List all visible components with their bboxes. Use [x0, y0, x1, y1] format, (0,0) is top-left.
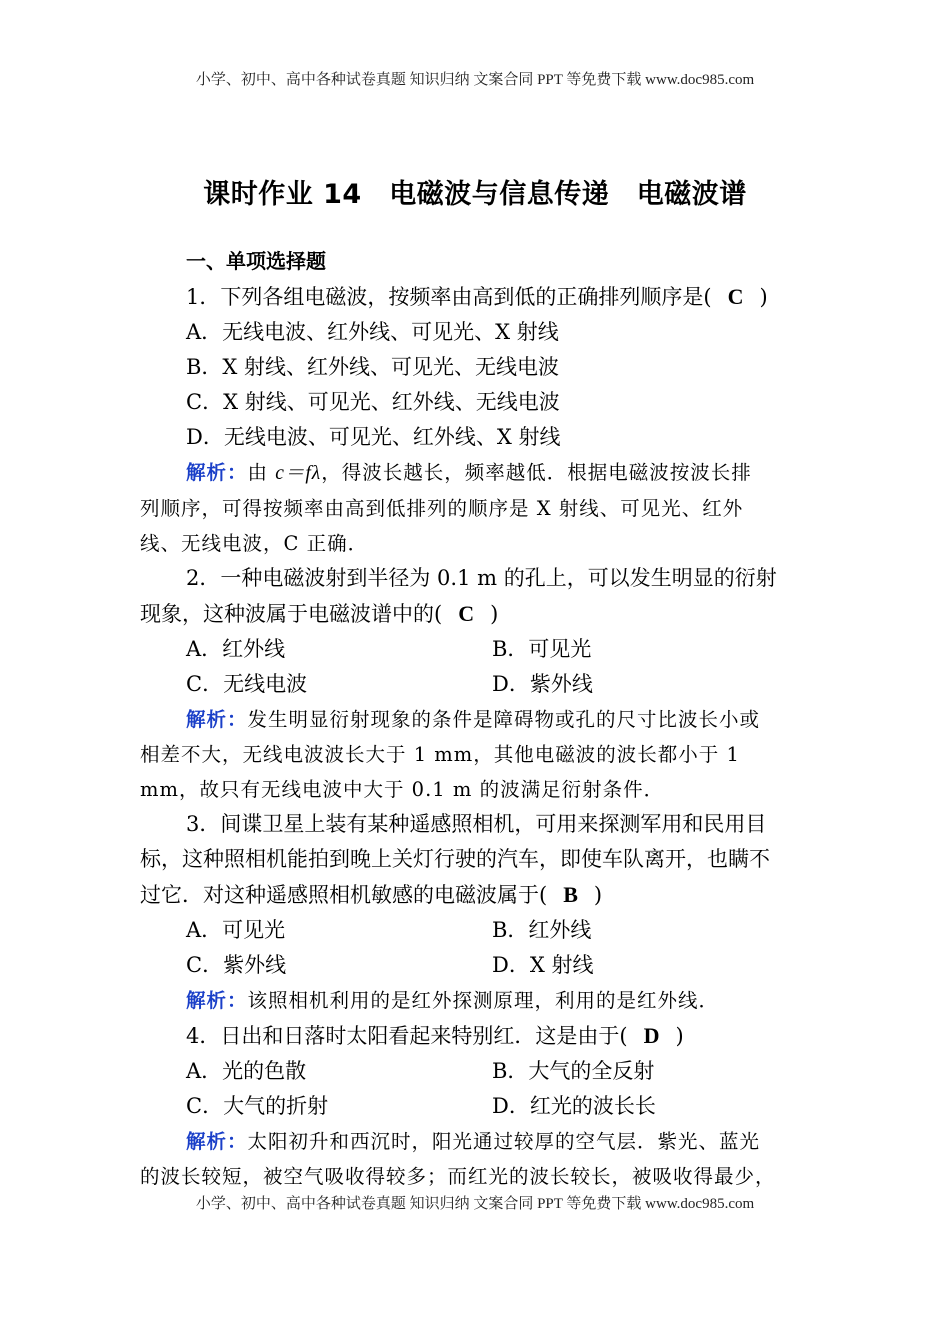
option-a: A．可见光 [186, 918, 286, 942]
answer: D [643, 1023, 660, 1048]
option-d: D．红光的波长长 [492, 1094, 656, 1118]
options-row-ab [140, 632, 820, 667]
analysis-2: 解析：发生明显衍射现象的条件是障碍物或孔的尺寸比波长小或 [186, 708, 761, 731]
option-d: D．紫外线 [492, 672, 593, 696]
question-2-stem-line-2: 现象，这种波属于电磁波谱中的( C ) [140, 601, 499, 626]
option-d: D．无线电波、可见光、红外线、X 射线 [186, 425, 561, 449]
options-row-ab [140, 913, 820, 948]
option-c: C．大气的折射 [186, 1094, 329, 1118]
question-4-stem: 4．日出和日落时太阳看起来特别红．这是由于( D ) [186, 1023, 684, 1048]
question-2-stem-line-1: 2．一种电磁波射到半径为 0.1 m 的孔上，可以发生明显的衍射 [186, 566, 777, 590]
analysis-1-line-3: 线、无线电波，C 正确． [140, 532, 369, 555]
option-d: D．X 射线 [492, 953, 594, 977]
analysis-3: 解析：该照相机利用的是红外探测原理，利用的是红外线． [186, 989, 720, 1012]
options-row-ab [140, 1054, 820, 1089]
analysis-1: 解析：由 c＝fλ，得波长越长，频率越低．根据电磁波按波长排 [186, 461, 752, 484]
analysis-label: 解析： [186, 1130, 248, 1153]
analysis-1-line-2: 列顺序，可得按频率由高到低排列的顺序是 X 射线、可见光、红外 [140, 497, 744, 520]
analysis-4-line-2: 的波长较短，被空气吸收得较多；而红光的波长较长，被吸收得最少， [140, 1165, 776, 1188]
option-b: B．X 射线、红外线、可见光、无线电波 [186, 355, 560, 379]
option-c: C．无线电波 [186, 672, 308, 696]
option-b: B．可见光 [492, 637, 592, 661]
option-c: C．紫外线 [186, 953, 287, 977]
section-heading: 一、单项选择题 [186, 249, 326, 273]
question-3-stem-line-2: 标，这种照相机能拍到晚上关灯行驶的汽车，即使车队离开，也瞒不 [140, 847, 770, 871]
analysis-4: 解析：太阳初升和西沉时，阳光通过较厚的空气层．紫光、蓝光 [186, 1130, 761, 1153]
analysis-2-line-3: mm，故只有无线电波中大于 0.1 m 的波满足衍射条件． [140, 778, 665, 801]
question-3-stem-line-3: 过它．对这种遥感照相机敏感的电磁波属于( B ) [140, 882, 603, 907]
question-3-stem-line-1: 3．间谍卫星上装有某种遥感照相机，可用来探测军用和民用目 [186, 812, 767, 836]
option-c: C．X 射线、可见光、红外线、无线电波 [186, 390, 560, 414]
options-row-cd [140, 948, 820, 983]
question-1-stem: 1．下列各组电磁波，按频率由高到低的正确排列顺序是( C ) [186, 284, 768, 309]
answer: B [563, 882, 578, 907]
option-a: A．光的色散 [186, 1059, 307, 1083]
analysis-label: 解析： [186, 989, 248, 1012]
option-a: A．红外线 [186, 637, 286, 661]
document-body [140, 244, 820, 1194]
page-footer: 小学、初中、高中各种试卷真题 知识归纳 文案合同 PPT 等免费下载 www.doc985.com [195, 1196, 755, 1212]
analysis-label: 解析： [186, 708, 248, 731]
answer: C [458, 601, 475, 626]
page-header: 小学、初中、高中各种试卷真题 知识归纳 文案合同 PPT 等免费下载 www.doc985.com [195, 72, 755, 88]
option-b: B．红外线 [492, 918, 592, 942]
page-title: 课时作业 14 电磁波与信息传递 电磁波谱 [203, 179, 747, 210]
options-row-cd [140, 667, 820, 702]
analysis-label: 解析： [186, 461, 248, 484]
analysis-2-line-2: 相差不大，无线电波波长大于 1 mm，其他电磁波的波长都小于 1 [140, 743, 740, 766]
options-row-cd [140, 1089, 820, 1124]
answer: C [727, 284, 744, 309]
option-b: B．大气的全反射 [492, 1059, 655, 1083]
option-a: A．无线电波、红外线、可见光、X 射线 [186, 320, 559, 344]
